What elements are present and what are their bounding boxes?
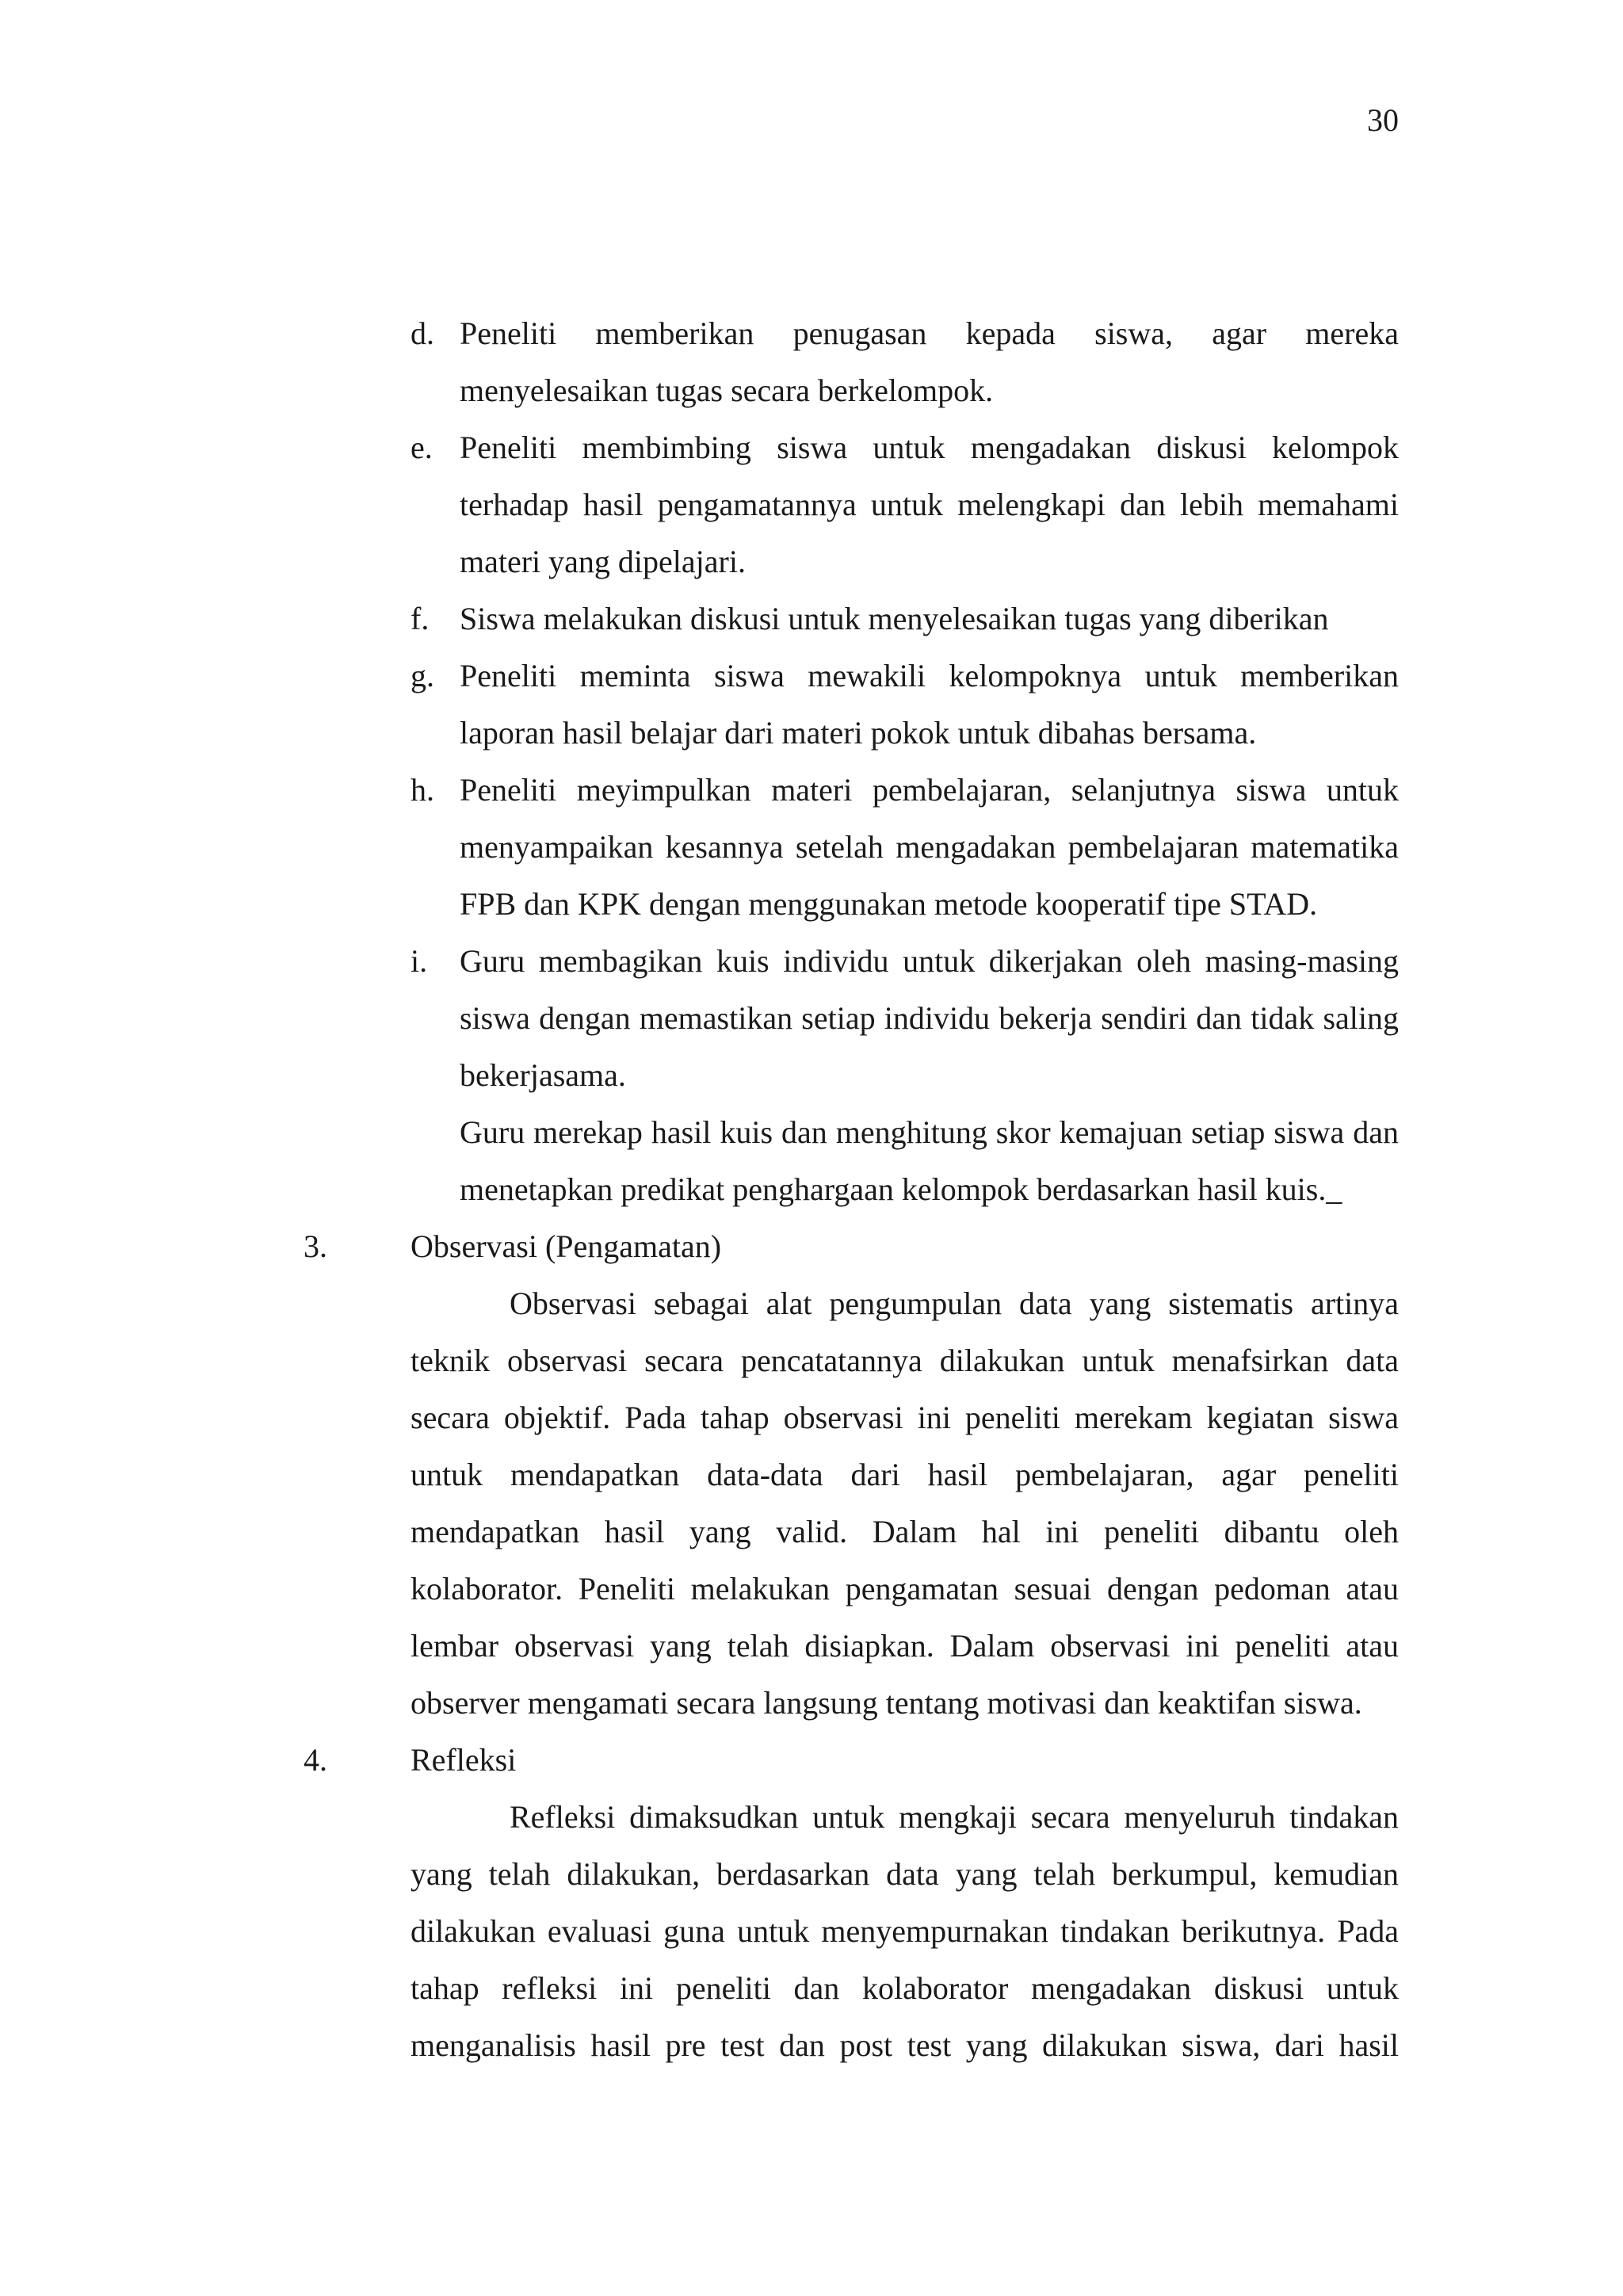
list-marker: f. — [411, 601, 430, 636]
section-number: 4. — [304, 1742, 327, 1778]
section-refleksi — [304, 1732, 1399, 2074]
section-paragraph: Observasi sebagai alat pengumpulan data yang sistematis artinya teknik observasi secara pencatatannya dilakukan untuk menafsirkan data secara objektif. Pada tahap observasi ini peneliti merekam kegiatan siswa untuk mendapatkan data-data dari hasil pembelajaran, agar peneliti mendapatkan hasil yang valid. Dalam hal ini peneliti dibantu oleh kolaborator. Peneliti melakukan pengamatan sesuai dengan pedoman atau lembar observasi yang telah disiapkan. Dalam observasi ini peneliti atau observer mengamati secara langsung tentang motivasi dan keaktifan siswa. — [411, 1286, 1399, 1721]
list-item-g — [411, 648, 1399, 762]
list-item-i — [411, 933, 1399, 1104]
list-marker: d. — [411, 315, 434, 351]
list-item-d — [411, 305, 1399, 419]
list-marker: i. — [411, 943, 428, 979]
list-item-text: Peneliti memberikan penugasan kepada siswa, agar mereka menyelesaikan tugas secara berkelompok. — [460, 315, 1399, 408]
list-continuation-text: Guru merekap hasil kuis dan menghitung skor kemajuan setiap siswa dan menetapkan predikat penghargaan kelompok berdasarkan hasil kuis._ — [460, 1114, 1399, 1207]
list-item-h — [411, 762, 1399, 933]
list-item-text: Peneliti meyimpulkan materi pembelajaran, selanjutnya siswa untuk menyampaikan kesannya setelah mengadakan pembelajaran matematika FPB dan KPK dengan menggunakan metode kooperatif tipe STAD. — [460, 772, 1399, 922]
list-item-text: Siswa melakukan diskusi untuk menyelesaikan tugas yang diberikan — [460, 601, 1329, 636]
list-marker: h. — [411, 772, 434, 808]
list-item-text: Peneliti membimbing siswa untuk mengadakan diskusi kelompok terhadap hasil pengamatannya untuk melengkapi dan lebih memahami materi yang dipelajari. — [460, 430, 1399, 579]
section-observasi — [304, 1218, 1399, 1732]
list-item-text: Peneliti meminta siswa mewakili kelompoknya untuk memberikan laporan hasil belajar dari materi pokok untuk dibahas bersama. — [460, 658, 1399, 751]
sub-list — [304, 305, 1399, 1218]
section-heading: Refleksi — [411, 1742, 517, 1778]
list-item-text: Guru membagikan kuis individu untuk dikerjakan oleh masing-masing siswa dengan memastikan setiap individu bekerja sendiri dan tidak saling bekerjasama. — [460, 943, 1399, 1093]
section-paragraph: Refleksi dimaksudkan untuk mengkaji secara menyeluruh tindakan yang telah dilakukan, berdasarkan data yang telah berkumpul, kemudian dilakukan evaluasi guna untuk menyempurnakan tindakan berikutnya. Pada tahap refleksi ini peneliti dan kolaborator mengadakan diskusi untuk menganalisis hasil pre test dan post test yang dilakukan siswa, dari hasil — [411, 1799, 1399, 2063]
page-number: 30 — [1367, 102, 1399, 138]
section-number: 3. — [304, 1228, 327, 1264]
section-heading: Observasi (Pengamatan) — [411, 1228, 722, 1264]
page-body — [304, 305, 1399, 2074]
list-marker: e. — [411, 430, 433, 465]
list-item-f — [411, 590, 1399, 648]
list-marker: g. — [411, 658, 434, 693]
list-item-e — [411, 419, 1399, 590]
